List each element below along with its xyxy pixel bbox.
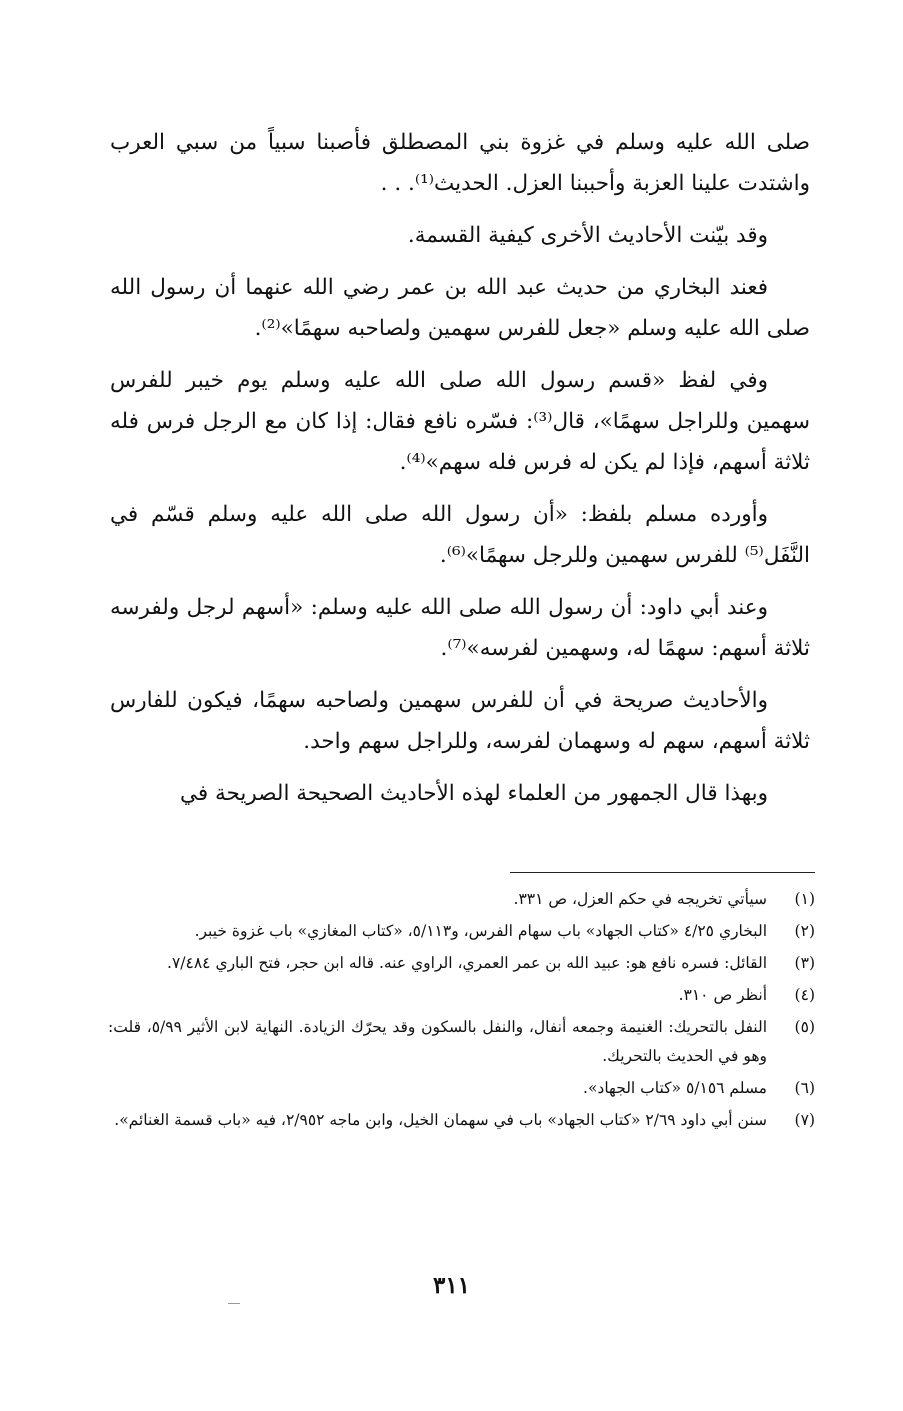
footnote-text: البخاري ٤/٢٥ «كتاب الجهاد» باب سهام الفرس، و٥/١١٣، «كتاب المغازي» باب غزوة خيبر. <box>194 922 767 940</box>
paragraph: وقد بيّنت الأحاديث الأخرى كيفية القسمة. <box>407 223 768 248</box>
footnote-number: (٦) <box>794 1079 815 1097</box>
footnote <box>108 981 815 1010</box>
footnote-text: مسلم ٥/١٥٦ «كتاب الجهاد». <box>583 1079 767 1097</box>
paragraph: وفي لفظ «قسم رسول الله صلى الله عليه وسلم يوم خيبر للفرس سهمين وللراجل سهمًا»، قال⁽³⁾: فسّره نافع فقال: إذا كان مع الرجل فرس فله ثلاثة أسهم، فإذا لم يكن له فرس فله سهم»⁽⁴⁾. <box>110 368 810 475</box>
footnote-number: (٢) <box>794 922 815 940</box>
paragraph: وأورده مسلم بلفظ: «أن رسول الله صلى الله عليه وسلم قسّم في النَّفَل⁽⁵⁾ للفرس سهمين وللرجل سهمًا»⁽⁶⁾. <box>110 502 810 568</box>
footnote-number: (٣) <box>794 954 815 972</box>
footnote <box>108 885 815 914</box>
footnote-text: النفل بالتحريك: الغنيمة وجمعه أنفال، والنفل بالسكون وقد يحرّك الزيادة. النهاية لابن الأثير ٥/٩٩، قلت: وهو في الحديث بالتحريك. <box>108 1018 767 1065</box>
footnote <box>108 1106 815 1135</box>
paragraph: فعند البخاري من حديث عبد الله بن عمر رضي الله عنهما أن رسول الله صلى الله عليه وسلم «جعل للفرس سهمين ولصاحبه سهمًا»⁽²⁾. <box>110 275 810 341</box>
footnote-text: أنظر ص ٣١٠. <box>678 986 767 1004</box>
footnote-text: سنن أبي داود ٢/٦٩ «كتاب الجهاد» باب في سهمان الخيل، وابن ماجه ٢/٩٥٢، فيه «باب قسمة الغنائم». <box>114 1111 767 1129</box>
footnote <box>108 1013 815 1071</box>
footnote-text: سيأتي تخريجه في حكم العزل، ص ٣٣١. <box>513 890 767 908</box>
footnote-separator <box>510 872 815 873</box>
paragraph: والأحاديث صريحة في أن للفرس سهمين ولصاحبه سهمًا، فيكون للفارس ثلاثة أسهم، سهم له وسهمان لفرسه، وللراجل سهم واحد. <box>110 688 810 754</box>
main-text <box>110 122 810 825</box>
page-number: ٣١١ <box>432 1272 471 1299</box>
paragraph-continuation: صلى الله عليه وسلم في غزوة بني المصطلق فأصبنا سبياً من سبي العرب واشتدت علينا العزبة وأحببنا العزل. الحديث⁽¹⁾. . . <box>110 130 810 196</box>
footnote <box>108 917 815 946</box>
paragraph: وعند أبي داود: أن رسول الله صلى الله عليه وسلم: «أسهم لرجل ولفرسه ثلاثة أسهم: سهمًا له، وسهمين لفرسه»⁽⁷⁾. <box>110 595 810 661</box>
footnote-text: القائل: فسره نافع هو: عبيد الله بن عمر العمري، الراوي عنه. قاله ابن حجر، فتح الباري ٧/٤٨٤. <box>167 954 767 972</box>
footnote <box>108 949 815 978</box>
footnote-number: (١) <box>794 890 815 908</box>
footnote-number: (٤) <box>794 986 815 1004</box>
scan-artifact-line <box>228 1303 240 1304</box>
paragraph: وبهذا قال الجمهور من العلماء لهذه الأحاديث الصحيحة الصريحة في <box>179 781 768 806</box>
footnotes <box>108 885 815 1138</box>
footnote-number: (٧) <box>794 1111 815 1129</box>
footnote <box>108 1074 815 1103</box>
footnote-number: (٥) <box>794 1018 815 1036</box>
